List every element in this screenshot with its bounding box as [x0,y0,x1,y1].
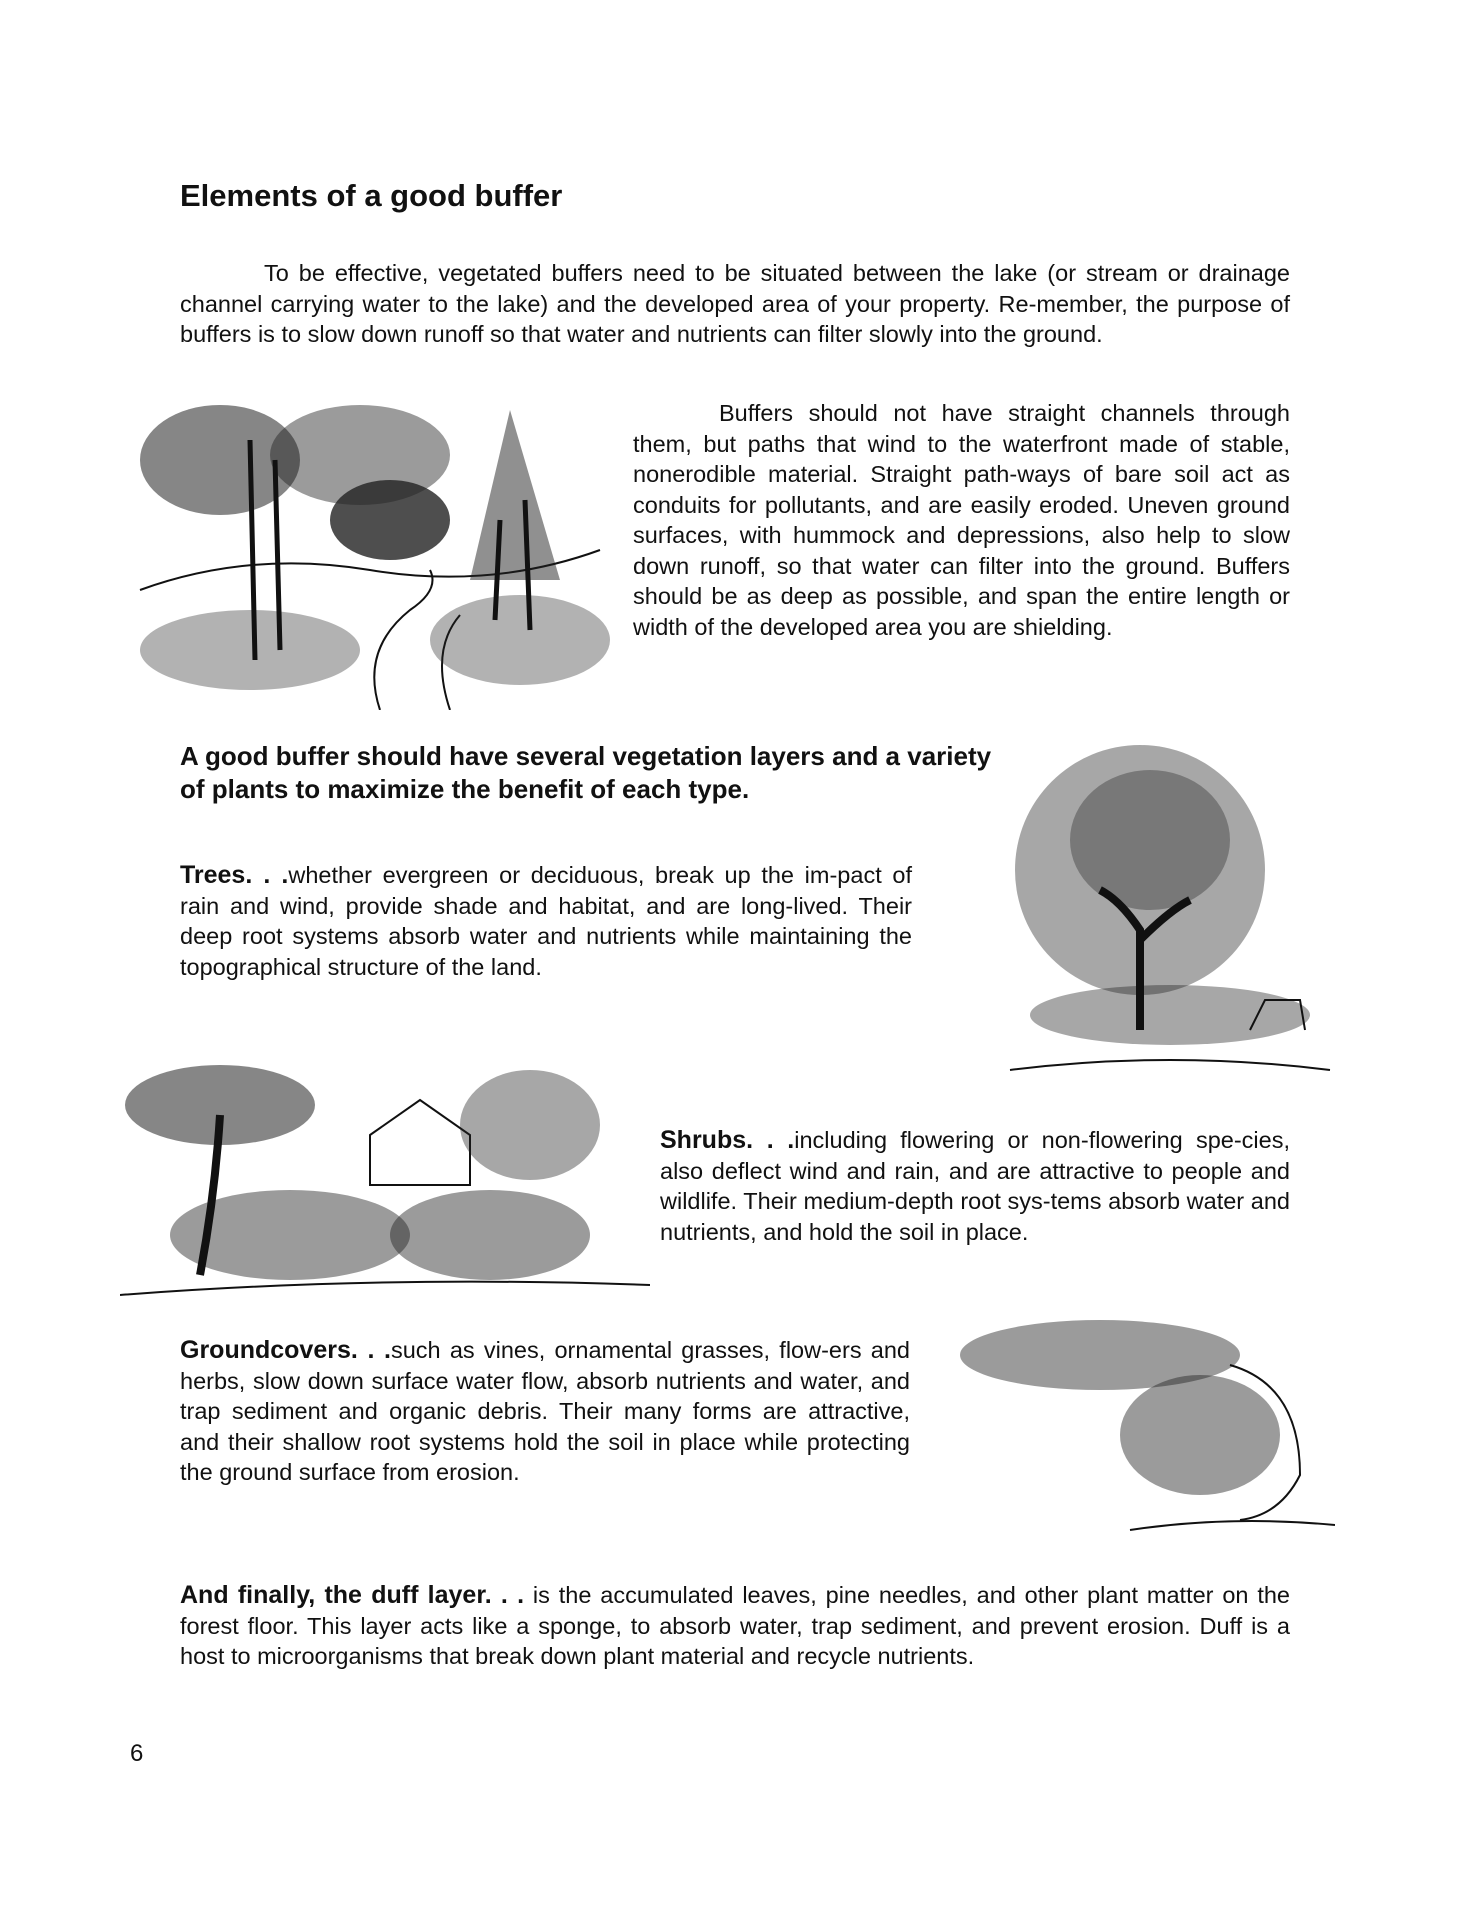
vegetation-layers-heading: A good buffer should have several vegetation layers and a variety of plants to maximize the benefit of each type. [180,741,992,804]
intro-paragraph: To be effective, vegetated buffers need to be situated between the lake (or stream or drainage channel carrying water to the lake) and the developed area of your property. Re-member, the purpose of buffers is to slow down runoff so that water and nutrients can filter slowly into the ground. [180,260,1290,347]
groundcovers-paragraph [180,1335,910,1488]
shrubs-paragraph [660,1125,1290,1247]
groundcover-illustration [950,1305,1335,1540]
duff-paragraph [180,1580,1290,1672]
wooded-path-illustration [130,400,610,710]
trees-lead: Trees. . . [180,861,289,889]
page-title: Elements of a good buffer [180,178,563,213]
shrubs-text: including flowering or non-flowering spe-cies, also deflect wind and rain, and are attractive to people and wildlife. Their medium-depth root sys-tems absorb water and nutrients, and hold the soil in place. [660,1127,1291,1245]
duff-text: is the accumulated leaves, pine needles, and other plant matter on the forest floor. This layer acts like a sponge, to absorb water, trap sediment, and prevent erosion. Duff is a host to microorganisms that break down plant material and recycle nutrients. [180,1582,1291,1669]
trees-text: whether evergreen or deciduous, break up the im-pact of rain and wind, provide shade and habitat, and are long-lived. Their deep root systems absorb water and nutrients while maintaining the topographical structure of the land. [180,862,912,980]
deciduous-tree-illustration [1000,730,1340,1090]
paths-paragraph: Buffers should not have straight channels through them, but paths that wind to the waterfront made of stable, nonerodible material. Straight path-ways of bare soil act as conduits for pollutants, and are easily eroded. Uneven ground surfaces, with hummock and depressions, also help to slow down runoff, so that water can filter into the ground. Buffers should be as deep as possible, and span the entire length or width of the developed area you are shielding. [633,400,1290,640]
shrubs-lead: Shrubs. . . [660,1126,795,1154]
groundcovers-text: such as vines, ornamental grasses, flow-ers and herbs, slow down surface water flow, absorb nutrients and water, and trap sediment and organic debris. Their many forms are attractive, and their shallow root systems hold the soil in place while protecting the ground surface from erosion. [180,1337,910,1485]
groundcovers-lead: Groundcovers. . . [180,1336,391,1364]
duff-lead: And finally, the duff layer. . . [180,1581,525,1609]
trees-paragraph [180,860,912,982]
page-number: 6 [130,1740,144,1767]
shrubs-house-illustration [120,1045,650,1315]
